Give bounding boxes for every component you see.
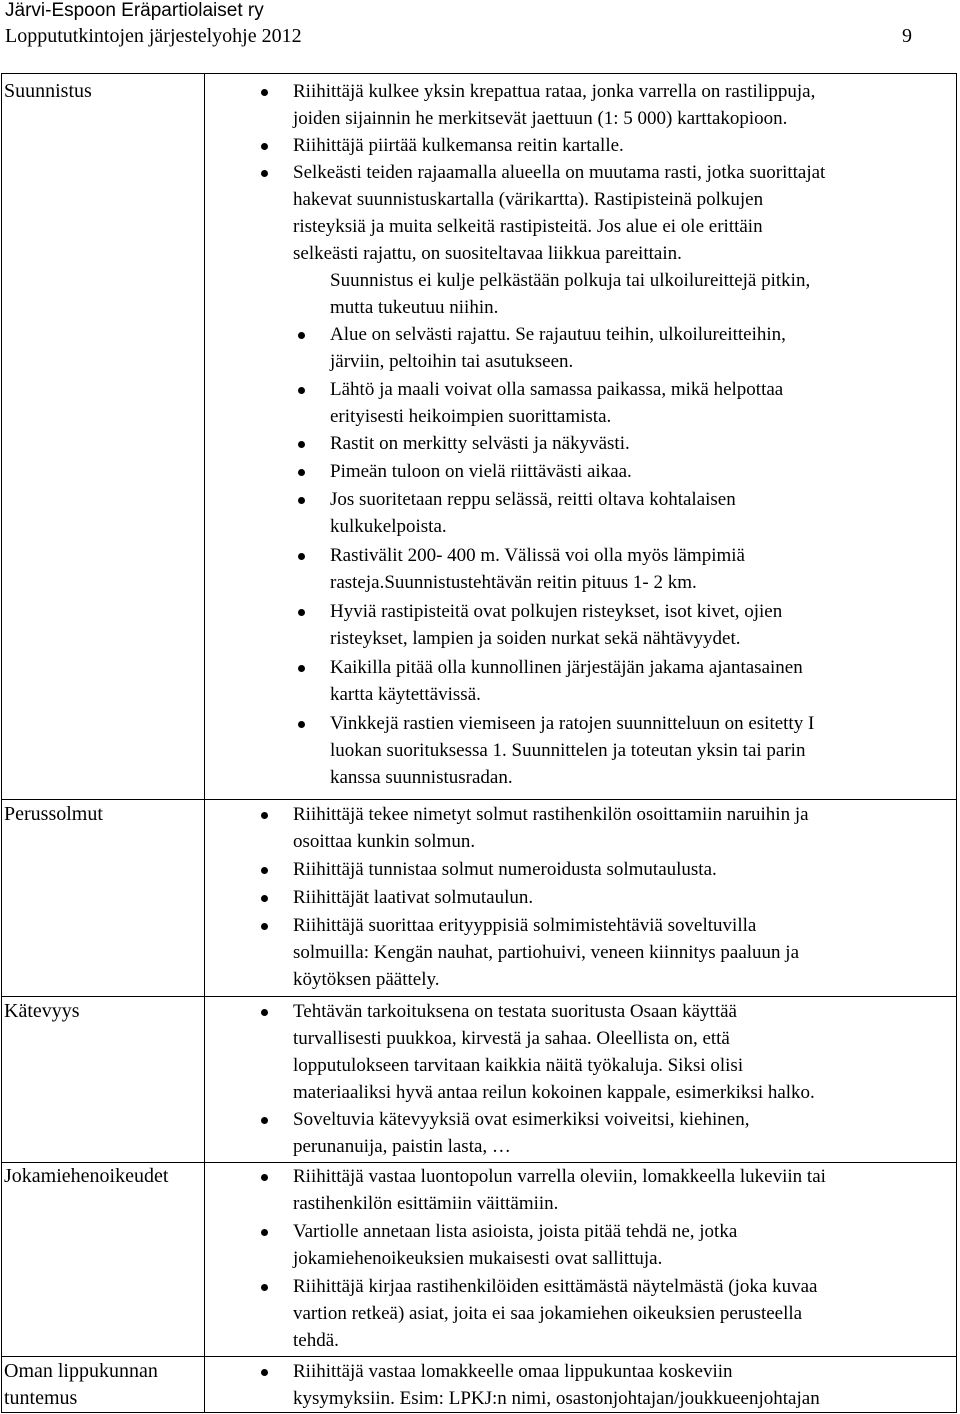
category-oman-lippukunnan-line-2: tuntemus	[4, 1387, 78, 1409]
text-line: mutta tukeutuu niihin.	[330, 297, 499, 318]
bullet-icon	[261, 1174, 268, 1181]
text-line: rasteja.Suunnistustehtävän reitin pituus 1- 2 km.	[330, 572, 697, 593]
text-line: hakevat suunnistuskartalla (värikartta). Rastipisteinä polkujen	[293, 189, 764, 210]
bullet-icon	[298, 332, 305, 339]
text-line: Suunnistus ei kulje pelkästään polkuja tai ulkoilureittejä pitkin,	[330, 270, 811, 291]
bullet-icon	[298, 609, 305, 616]
row-divider	[2, 799, 956, 800]
text-line: Riihittäjä vastaa luontopolun varrella oleviin, lomakkeella lukeviin tai	[293, 1166, 826, 1187]
category-katevyys: Kätevyys	[4, 1000, 80, 1022]
text-line: kartta käytettävissä.	[330, 684, 481, 705]
text-line: järviin, peltoihin tai asutukseen.	[330, 351, 574, 372]
text-line: luokan suorituksessa 1. Suunnittelen ja toteutan yksin tai parin	[330, 740, 806, 761]
text-line: Vinkkejä rastien viemiseen ja ratojen suunnitteluun on esitetty I	[330, 713, 815, 734]
text-line: köytöksen päättely.	[293, 969, 440, 990]
text-line: risteykset, lampien ja soiden nurkat sekä nähtävyydet.	[330, 628, 741, 649]
text-line: Vartiolle annetaan lista asioista, joista pitää tehdä ne, jotka	[293, 1221, 738, 1242]
text-line: Jos suoritetaan reppu selässä, reitti oltava kohtalaisen	[330, 489, 736, 510]
text-line: joiden sijainnin he merkitsevät jaettuun (1: 5 000) karttakopioon.	[293, 108, 788, 129]
text-line: Riihittäjä vastaa lomakkeelle omaa lippukuntaa koskeviin	[293, 1361, 733, 1382]
text-line: Selkeästi teiden rajaamalla alueella on muutama rasti, jotka suorittajat	[293, 162, 826, 183]
category-perussolmut: Perussolmut	[4, 803, 103, 825]
text-line: Rastivälit 200- 400 m. Välissä voi olla myös lämpimiä	[330, 545, 745, 566]
text-line: Riihittäjä kulkee yksin krepattua rataa, jonka varrella on rastilippuja,	[293, 81, 816, 102]
exam-table	[1, 73, 957, 1413]
text-line: Riihittäjä piirtää kulkemansa reitin kartalle.	[293, 135, 624, 156]
organization-name: Järvi-Espoon Eräpartiolaiset ry	[5, 0, 264, 21]
text-line: Soveltuvia kätevyyksiä ovat esimerkiksi voiveitsi, kiehinen,	[293, 1109, 750, 1130]
text-line: Kaikilla pitää olla kunnollinen järjestäjän jakama ajantasainen	[330, 657, 803, 678]
bullet-icon	[261, 89, 268, 96]
bullet-icon	[261, 170, 268, 177]
bullet-icon	[298, 553, 305, 560]
document-title: Loppututkintojen järjestelyohje 2012	[5, 25, 302, 47]
bullet-icon	[261, 1009, 268, 1016]
column-divider	[204, 74, 205, 1412]
text-line: selkeästi rajattu, on suositeltavaa liikkua pareittain.	[293, 243, 682, 264]
bullet-icon	[298, 441, 305, 448]
text-line: vartion retkeä) asiat, joita ei saa jokamiehen oikeuksien perusteella	[293, 1303, 803, 1324]
bullet-icon	[261, 1229, 268, 1236]
text-line: tehdä.	[293, 1330, 339, 1351]
text-line: jokamiehenoikeuksien mukaisesti ovat sallittuja.	[293, 1248, 663, 1269]
text-line: Tehtävän tarkoituksena on testata suoritusta Osaan käyttää	[293, 1001, 737, 1022]
text-line: Hyviä rastipisteitä ovat polkujen risteykset, isot kivet, ojien	[330, 601, 783, 622]
text-line: perunanuija, paistin lasta, …	[293, 1136, 511, 1157]
text-line: lopputulokseen tarvitaan kaikkia näitä työkaluja. Siksi olisi	[293, 1055, 744, 1076]
bullet-icon	[261, 812, 268, 819]
text-line: Riihittäjä kirjaa rastihenkilöiden esittämästä näytelmästä (joka kuvaa	[293, 1276, 818, 1297]
text-line: osoittaa kunkin solmun.	[293, 831, 476, 852]
text-line: Riihittäjä suorittaa erityyppisiä solmimistehtäviä soveltuvilla	[293, 915, 757, 936]
bullet-icon	[261, 143, 268, 150]
text-line: solmuilla: Kengän nauhat, partiohuivi, veneen kiinnitys paaluun ja	[293, 942, 800, 963]
text-line: risteyksiä ja muita selkeitä rastipisteitä. Jos alue ei ole erittäin	[293, 216, 763, 237]
text-line: Riihittäjä tekee nimetyt solmut rastihenkilön osoittamiin naruihin ja	[293, 804, 809, 825]
bullet-icon	[261, 1369, 268, 1376]
text-line: Pimeän tuloon on vielä riittävästi aikaa.	[330, 461, 632, 482]
text-line: kysymyksiin. Esim: LPKJ:n nimi, osastonjohtajan/joukkueenjohtajan	[293, 1388, 820, 1409]
text-line: turvallisesti puukkoa, kirvestä ja sahaa. Oleellista on, että	[293, 1028, 730, 1049]
row-divider	[2, 1356, 956, 1357]
text-line: kanssa suunnistusradan.	[330, 767, 513, 788]
text-line: kulkukelpoista.	[330, 516, 447, 537]
text-line: Rastit on merkitty selvästi ja näkyvästi.	[330, 433, 630, 454]
text-line: rastihenkilön esittämiin väittämiin.	[293, 1193, 559, 1214]
bullet-icon	[261, 923, 268, 930]
bullet-icon	[261, 867, 268, 874]
category-jokamiehenoikeudet: Jokamiehenoikeudet	[4, 1165, 169, 1187]
row-divider	[2, 996, 956, 997]
bullet-icon	[298, 665, 305, 672]
bullet-icon	[298, 387, 305, 394]
bullet-icon	[261, 1284, 268, 1291]
bullet-icon	[261, 1117, 268, 1124]
bullet-icon	[298, 469, 305, 476]
text-line: materiaaliksi hyvä antaa reilun kokoinen kappale, esimerkiksi halko.	[293, 1082, 815, 1103]
text-line: Riihittäjä tunnistaa solmut numeroidusta solmutaulusta.	[293, 859, 717, 880]
bullet-icon	[298, 497, 305, 504]
text-line: Riihittäjät laativat solmutaulun.	[293, 887, 534, 908]
category-oman-lippukunnan-line-1: Oman lippukunnan	[4, 1360, 158, 1382]
page-number: 9	[902, 25, 912, 47]
category-suunnistus: Suunnistus	[4, 80, 92, 102]
text-line: erityisesti heikoimpien suorittamista.	[330, 406, 612, 427]
bullet-icon	[261, 895, 268, 902]
text-line: Lähtö ja maali voivat olla samassa paikassa, mikä helpottaa	[330, 379, 784, 400]
bullet-icon	[298, 721, 305, 728]
text-line: Alue on selvästi rajattu. Se rajautuu teihin, ulkoilureitteihin,	[330, 324, 786, 345]
